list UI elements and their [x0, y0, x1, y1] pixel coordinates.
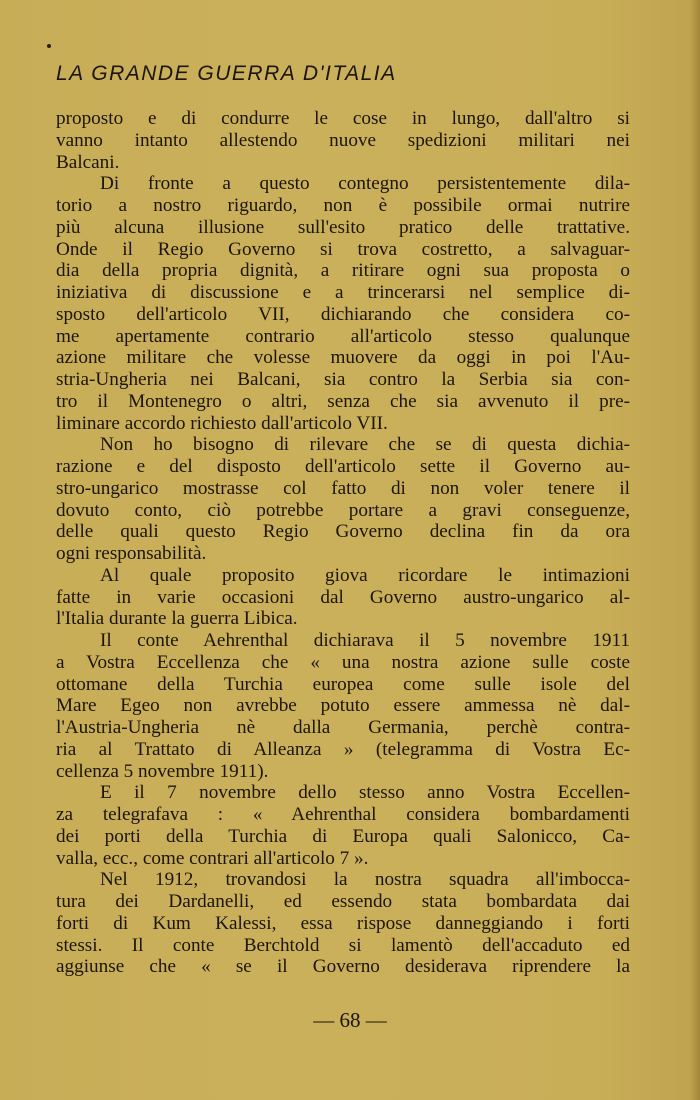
page-number: — 68 —: [313, 1008, 387, 1032]
text-line: za telegrafava : « Aehrenthal considera bombardamenti: [56, 804, 630, 825]
text-line: tro il Montenegro o altri, senza che sia avvenuto il pre-: [56, 390, 630, 412]
text-line: forti di Kum Kalessi, essa rispose danneggiando i forti: [56, 912, 630, 934]
text-line: Di fronte a questo contegno persistentemente dila-: [100, 173, 630, 195]
text-line: Non ho bisogno di rilevare che se di questa dichia-: [100, 434, 630, 456]
text-line: l'Italia durante la guerra Libica.: [56, 608, 298, 630]
text-line: ogni responsabilità.: [56, 543, 207, 564]
print-mark: [47, 44, 51, 48]
text-line: stessi. Il conte Berchtold si lamentò dell'accaduto ed: [56, 934, 630, 956]
text-line: cellenza 5 novembre 1911).: [56, 760, 269, 782]
text-line: valla, ecc., come contrari all'articolo 7 ».: [56, 847, 369, 869]
text-line: Nel 1912, trovandosi la nostra squadra all'imbocca-: [100, 869, 630, 891]
body-text: [56, 108, 630, 978]
text-line: ria al Trattato di Alleanza » (telegramma di Vostra Ec-: [56, 738, 630, 760]
text-line: dovuto conto, ciò potrebbe portare a gravi conseguenze,: [56, 499, 630, 521]
page-edge-shadow: [690, 0, 700, 1100]
text-line: Al quale proposito giova ricordare le intimazioni: [100, 564, 630, 586]
text-line: tura dei Dardanelli, ed essendo stata bombardata dai: [56, 891, 630, 912]
text-line: Il conte Aehrenthal dichiarava il 5 novembre 1911: [100, 630, 630, 651]
text-line: Balcani.: [56, 151, 120, 173]
text-line: iniziativa di discussione e a trincerarsi nel semplice di-: [56, 282, 630, 303]
text-line: stria-Ungheria nei Balcani, sia contro la Serbia sia con-: [56, 369, 630, 390]
text-line: Mare Egeo non avrebbe potuto essere ammessa nè dal-: [56, 695, 630, 717]
text-line: azione militare che volesse muovere da oggi in poi l'Au-: [56, 347, 630, 369]
text-line: a Vostra Eccellenza che « una nostra azione sulle coste: [56, 651, 630, 673]
text-line: proposto e di condurre le cose in lungo, dall'altro si: [56, 108, 630, 129]
text-line: fatte in varie occasioni dal Governo austro-ungarico al-: [56, 586, 630, 608]
text-line: Onde il Regio Governo si trova costretto, a salvaguar-: [56, 238, 630, 260]
text-line: liminare accordo richiesto dall'articolo VII.: [56, 412, 388, 434]
text-line: aggiunse che « se il Governo desiderava riprendere la: [56, 956, 630, 978]
text-line: delle quali questo Regio Governo declina fin da ora: [56, 521, 630, 543]
text-line: sposto dell'articolo VII, dichiarando che considera co-: [56, 303, 630, 325]
text-line: razione e del disposto dell'articolo sette il Governo au-: [56, 456, 630, 477]
text-line: l'Austria-Ungheria nè dalla Germania, perchè contra-: [56, 717, 630, 738]
text-line: più alcuna illusione sull'esito pratico delle trattative.: [56, 216, 630, 238]
text-line: dia della propria dignità, a ritirare ogni sua proposta o: [56, 260, 630, 282]
text-line: dei porti della Turchia di Europa quali Salonicco, Ca-: [56, 825, 630, 847]
text-line: E il 7 novembre dello stesso anno Vostra Eccellen-: [100, 782, 630, 804]
running-head: LA GRANDE GUERRA D'ITALIA: [56, 62, 397, 85]
text-line: torio a nostro riguardo, non è possibile ormai nutrire: [56, 195, 630, 216]
text-line: vanno intanto allestendo nuove spedizioni militari nei: [56, 129, 630, 151]
text-line: ottomane della Turchia europea come sulle isole del: [56, 673, 630, 695]
text-line: stro-ungarico mostrasse col fatto di non voler tenere il: [56, 477, 630, 499]
text-line: me apertamente contrario all'articolo stesso qualunque: [56, 325, 630, 347]
